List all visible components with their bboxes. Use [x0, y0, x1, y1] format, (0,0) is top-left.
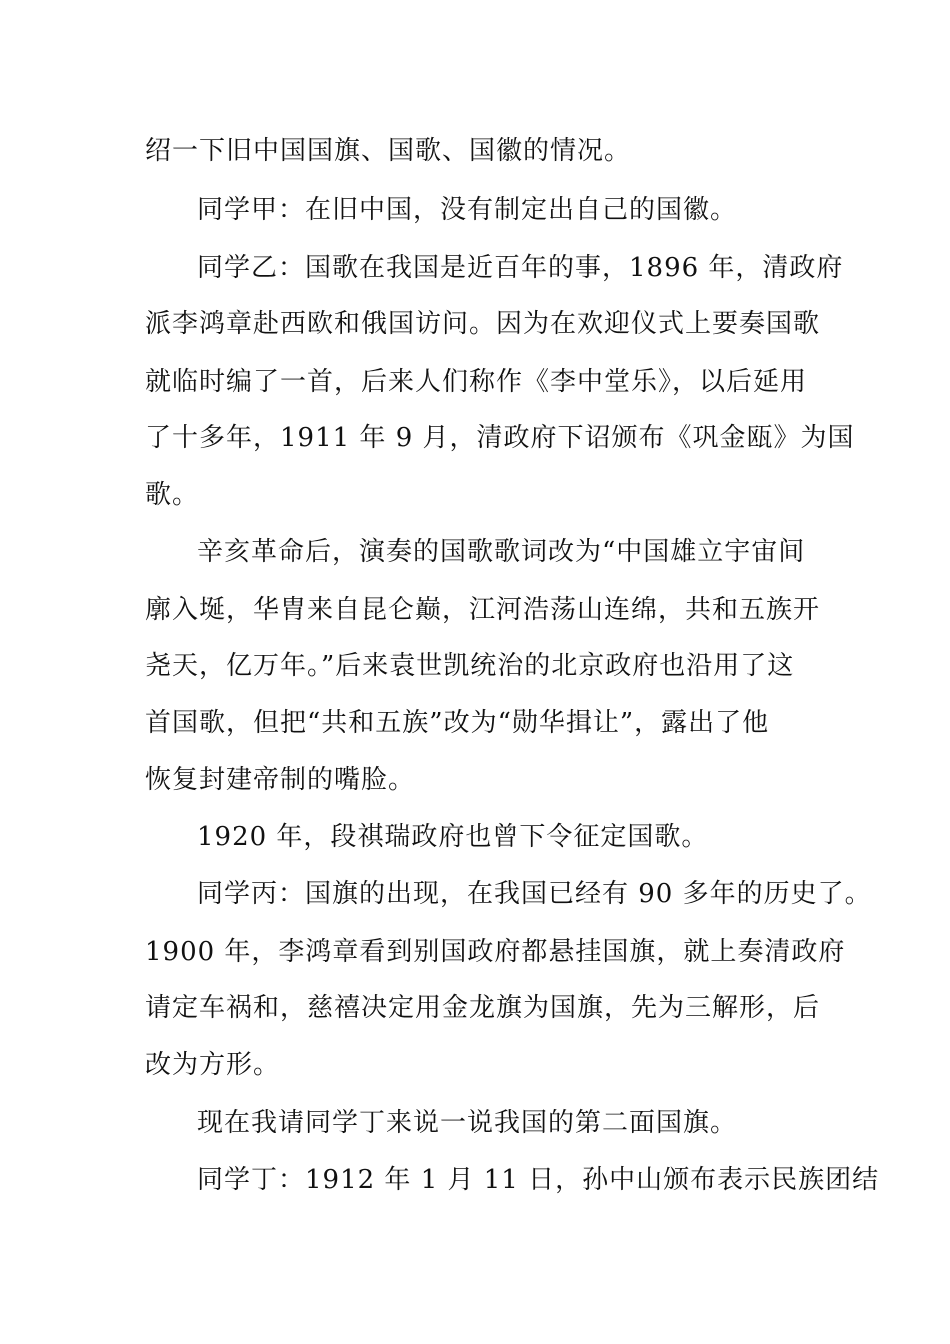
text-line: 1920 年，段祺瑞政府也曾下令征定国歌。: [197, 822, 709, 852]
text-line: 同学乙：国歌在我国是近百年的事，1896 年，清政府: [197, 253, 844, 283]
text-line: 了十多年，1911 年 9 月，清政府下诏颁布《巩金瓯》为国: [145, 423, 855, 453]
text-line: 同学丁：1912 年 1 月 11 日，孙中山颁布表示民族团结: [197, 1165, 880, 1195]
text-line: 同学丙：国旗的出现，在我国已经有 90 多年的历史了。: [197, 879, 872, 909]
text-line: 歌。: [145, 480, 200, 510]
text-line: 恢复封建帝制的嘴脸。: [145, 765, 416, 795]
text-line: 派李鸿章赴西欧和俄国访问。因为在欢迎仪式上要奏国歌: [145, 309, 821, 339]
text-line: 辛亥革命后，演奏的国歌歌词改为“中国雄立宇宙间: [197, 537, 806, 567]
text-line: 廓入埏，华胄来自昆仑巅，江河浩荡山连绵，共和五族开: [145, 595, 821, 625]
text-line: 绍一下旧中国国旗、国歌、国徽的情况。: [145, 136, 632, 166]
text-line: 1900 年，李鸿章看到别国政府都悬挂国旗，就上奏清政府: [145, 937, 846, 967]
text-line: 就临时编了一首，后来人们称作《李中堂乐》，以后延用: [145, 367, 808, 397]
text-line: 现在我请同学丁来说一说我国的第二面国旗。: [197, 1108, 738, 1138]
text-line: 同学甲：在旧中国，没有制定出自己的国徽。: [197, 195, 738, 225]
text-line: 首国歌，但把“共和五族”改为“勋华揖让”，露出了他: [145, 708, 770, 738]
text-line: 尧天，亿万年。”后来袁世凯统治的北京政府也沿用了这: [145, 651, 795, 681]
text-line: 改为方形。: [145, 1050, 281, 1080]
text-line: 请定车祸和，慈禧决定用金龙旗为国旗，先为三解形，后: [145, 993, 821, 1023]
